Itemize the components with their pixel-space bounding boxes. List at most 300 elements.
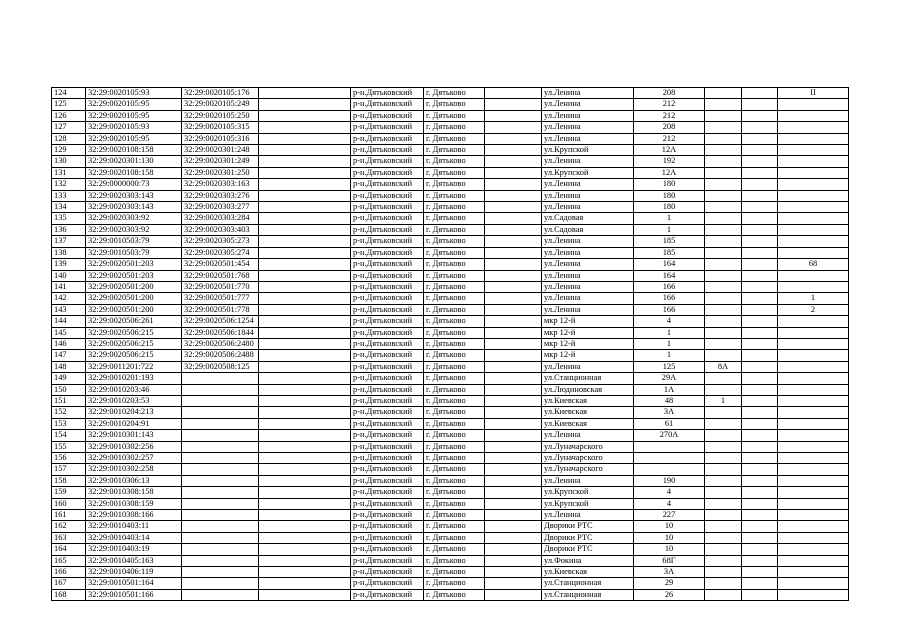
- empty-cell: [259, 202, 351, 213]
- apartment-cell: 1: [778, 293, 849, 304]
- object-number-cell: [182, 521, 259, 532]
- cadastral-number-cell: 32:29:0020506:215: [86, 338, 182, 349]
- cadastral-number-cell: 32:29:0020501:200: [86, 293, 182, 304]
- object-number-cell: 32:29:0020501:770: [182, 281, 259, 292]
- apartment-cell: [778, 316, 849, 327]
- district-cell: р-н.Дятьковский: [351, 190, 424, 201]
- cadastral-number-cell: 32:29:0010503:79: [86, 247, 182, 258]
- apartment-cell: II: [778, 88, 849, 99]
- extra-cell: [742, 373, 778, 384]
- object-number-cell: 32:29:0020501:778: [182, 304, 259, 315]
- row-number-cell: 129: [52, 145, 86, 156]
- city-cell: г. Дятьково: [424, 145, 485, 156]
- district-cell: р-н.Дятьковский: [351, 384, 424, 395]
- empty-cell: [259, 350, 351, 361]
- empty-cell: [259, 259, 351, 270]
- empty-cell: [259, 304, 351, 315]
- cadastral-number-cell: 32:29:0010308:158: [86, 487, 182, 498]
- street-cell: ул.Садовая: [542, 213, 634, 224]
- extra-cell: [742, 202, 778, 213]
- city-cell: г. Дятьково: [424, 498, 485, 509]
- object-number-cell: [182, 578, 259, 589]
- empty-cell: [259, 510, 351, 521]
- row-number-cell: 161: [52, 510, 86, 521]
- district-cell: р-н.Дятьковский: [351, 156, 424, 167]
- district-cell: р-н.Дятьковский: [351, 213, 424, 224]
- row-number-cell: 153: [52, 418, 86, 429]
- table-row: [52, 532, 849, 543]
- row-number-cell: 165: [52, 555, 86, 566]
- building-cell: [705, 430, 742, 441]
- empty-cell: [485, 281, 542, 292]
- empty-cell: [259, 327, 351, 338]
- cadastral-number-cell: 32:29:0020506:215: [86, 350, 182, 361]
- extra-cell: [742, 578, 778, 589]
- street-cell: ул.Ленина: [542, 510, 634, 521]
- street-cell: ул.Киевская: [542, 418, 634, 429]
- table-row: [52, 145, 849, 156]
- row-number-cell: 145: [52, 327, 86, 338]
- building-cell: [705, 567, 742, 578]
- cadastral-number-cell: 32:29:0010308:166: [86, 510, 182, 521]
- object-number-cell: [182, 567, 259, 578]
- empty-cell: [259, 430, 351, 441]
- empty-cell: [485, 304, 542, 315]
- row-number-cell: 150: [52, 384, 86, 395]
- cadastral-number-cell: 32:29:0020501:203: [86, 270, 182, 281]
- table-row: [52, 361, 849, 372]
- house-number-cell: 4: [634, 316, 705, 327]
- district-cell: р-н.Дятьковский: [351, 99, 424, 110]
- table-row: [52, 213, 849, 224]
- table-row: [52, 110, 849, 121]
- district-cell: р-н.Дятьковский: [351, 304, 424, 315]
- extra-cell: [742, 532, 778, 543]
- empty-cell: [485, 338, 542, 349]
- empty-cell: [259, 316, 351, 327]
- apartment-cell: [778, 487, 849, 498]
- building-cell: [705, 270, 742, 281]
- object-number-cell: 32:29:0020303:277: [182, 202, 259, 213]
- building-cell: [705, 190, 742, 201]
- apartment-cell: [778, 190, 849, 201]
- empty-cell: [259, 441, 351, 452]
- apartment-cell: [778, 247, 849, 258]
- object-number-cell: [182, 418, 259, 429]
- object-number-cell: [182, 384, 259, 395]
- extra-cell: [742, 281, 778, 292]
- district-cell: р-н.Дятьковский: [351, 145, 424, 156]
- house-number-cell: 166: [634, 293, 705, 304]
- street-cell: ул.Ленина: [542, 430, 634, 441]
- empty-cell: [485, 510, 542, 521]
- street-cell: ул.Ленина: [542, 293, 634, 304]
- extra-cell: [742, 224, 778, 235]
- apartment-cell: [778, 202, 849, 213]
- empty-cell: [259, 145, 351, 156]
- cadastral-number-cell: 32:29:0020105:93: [86, 88, 182, 99]
- row-number-cell: 158: [52, 475, 86, 486]
- street-cell: ул.Ленина: [542, 475, 634, 486]
- district-cell: р-н.Дятьковский: [351, 407, 424, 418]
- table-row: [52, 122, 849, 133]
- street-cell: ул.Ленина: [542, 156, 634, 167]
- cadastral-number-cell: 32:29:0010501:164: [86, 578, 182, 589]
- apartment-cell: [778, 475, 849, 486]
- table-row: [52, 407, 849, 418]
- table-row: [52, 202, 849, 213]
- street-cell: ул.Ленина: [542, 304, 634, 315]
- extra-cell: [742, 338, 778, 349]
- city-cell: г. Дятьково: [424, 418, 485, 429]
- table-body: [52, 88, 849, 601]
- city-cell: г. Дятьково: [424, 578, 485, 589]
- house-number-cell: 1: [634, 327, 705, 338]
- empty-cell: [485, 202, 542, 213]
- extra-cell: [742, 122, 778, 133]
- house-number-cell: 227: [634, 510, 705, 521]
- house-number-cell: 68Г: [634, 555, 705, 566]
- table-row: [52, 259, 849, 270]
- building-cell: [705, 555, 742, 566]
- row-number-cell: 139: [52, 259, 86, 270]
- district-cell: р-н.Дятьковский: [351, 578, 424, 589]
- district-cell: р-н.Дятьковский: [351, 589, 424, 600]
- street-cell: ул.Крупской: [542, 145, 634, 156]
- cadastral-number-cell: 32:29:0010204:91: [86, 418, 182, 429]
- row-number-cell: 149: [52, 373, 86, 384]
- table-row: [52, 373, 849, 384]
- extra-cell: [742, 88, 778, 99]
- city-cell: г. Дятьково: [424, 202, 485, 213]
- city-cell: г. Дятьково: [424, 88, 485, 99]
- table-row: [52, 88, 849, 99]
- street-cell: ул.Киевская: [542, 395, 634, 406]
- row-number-cell: 131: [52, 167, 86, 178]
- apartment-cell: [778, 464, 849, 475]
- district-cell: р-н.Дятьковский: [351, 270, 424, 281]
- district-cell: р-н.Дятьковский: [351, 567, 424, 578]
- object-number-cell: 32:29:0020501:768: [182, 270, 259, 281]
- apartment-cell: [778, 236, 849, 247]
- apartment-cell: [778, 521, 849, 532]
- cadastral-number-cell: 32:29:0010302:256: [86, 441, 182, 452]
- row-number-cell: 166: [52, 567, 86, 578]
- table-row: [52, 133, 849, 144]
- empty-cell: [485, 122, 542, 133]
- house-number-cell: 4: [634, 487, 705, 498]
- city-cell: г. Дятьково: [424, 589, 485, 600]
- cadastral-number-cell: 32:29:0010406:119: [86, 567, 182, 578]
- empty-cell: [485, 316, 542, 327]
- cadastral-number-cell: 32:29:0020506:215: [86, 327, 182, 338]
- object-number-cell: [182, 510, 259, 521]
- building-cell: [705, 281, 742, 292]
- street-cell: ул.Ленина: [542, 202, 634, 213]
- extra-cell: [742, 270, 778, 281]
- building-cell: [705, 213, 742, 224]
- house-number-cell: 1: [634, 224, 705, 235]
- extra-cell: [742, 316, 778, 327]
- empty-cell: [259, 270, 351, 281]
- house-number-cell: 1: [634, 338, 705, 349]
- empty-cell: [485, 145, 542, 156]
- table-row: [52, 167, 849, 178]
- extra-cell: [742, 521, 778, 532]
- apartment-cell: [778, 589, 849, 600]
- district-cell: р-н.Дятьковский: [351, 281, 424, 292]
- object-number-cell: 32:29:0020303:284: [182, 213, 259, 224]
- row-number-cell: 154: [52, 430, 86, 441]
- apartment-cell: [778, 373, 849, 384]
- apartment-cell: [778, 418, 849, 429]
- object-number-cell: 32:29:0020506:2488: [182, 350, 259, 361]
- empty-cell: [485, 327, 542, 338]
- row-number-cell: 167: [52, 578, 86, 589]
- house-number-cell: 1: [634, 213, 705, 224]
- apartment-cell: [778, 498, 849, 509]
- city-cell: г. Дятьково: [424, 384, 485, 395]
- city-cell: г. Дятьково: [424, 338, 485, 349]
- house-number-cell: 3А: [634, 567, 705, 578]
- table-row: [52, 293, 849, 304]
- street-cell: ул.Крупской: [542, 167, 634, 178]
- house-number-cell: 212: [634, 99, 705, 110]
- table-row: [52, 441, 849, 452]
- row-number-cell: 130: [52, 156, 86, 167]
- table-row: [52, 224, 849, 235]
- district-cell: р-н.Дятьковский: [351, 338, 424, 349]
- row-number-cell: 163: [52, 532, 86, 543]
- street-cell: Дворики РТС: [542, 544, 634, 555]
- house-number-cell: 10: [634, 521, 705, 532]
- extra-cell: [742, 567, 778, 578]
- table-row: [52, 156, 849, 167]
- object-number-cell: 32:29:0020301:249: [182, 156, 259, 167]
- district-cell: р-н.Дятьковский: [351, 487, 424, 498]
- cadastral-number-cell: 32:29:0020105:95: [86, 99, 182, 110]
- row-number-cell: 134: [52, 202, 86, 213]
- table-row: [52, 578, 849, 589]
- empty-cell: [485, 99, 542, 110]
- cadastral-number-cell: 32:29:0010203:46: [86, 384, 182, 395]
- apartment-cell: [778, 407, 849, 418]
- city-cell: г. Дятьково: [424, 361, 485, 372]
- house-number-cell: 180: [634, 202, 705, 213]
- object-number-cell: 32:29:0020303:403: [182, 224, 259, 235]
- house-number-cell: 3А: [634, 407, 705, 418]
- empty-cell: [259, 167, 351, 178]
- house-number-cell: [634, 453, 705, 464]
- empty-cell: [259, 395, 351, 406]
- cadastral-number-cell: 32:29:0010503:79: [86, 236, 182, 247]
- house-number-cell: 29А: [634, 373, 705, 384]
- building-cell: [705, 589, 742, 600]
- row-number-cell: 151: [52, 395, 86, 406]
- empty-cell: [259, 475, 351, 486]
- building-cell: [705, 350, 742, 361]
- cadastral-number-cell: 32:29:0010201:193: [86, 373, 182, 384]
- street-cell: ул.Ленина: [542, 270, 634, 281]
- house-number-cell: 166: [634, 281, 705, 292]
- row-number-cell: 141: [52, 281, 86, 292]
- table-row: [52, 544, 849, 555]
- cadastral-number-cell: 32:29:0020501:200: [86, 281, 182, 292]
- street-cell: ул.Станционная: [542, 578, 634, 589]
- row-number-cell: 164: [52, 544, 86, 555]
- house-number-cell: 125: [634, 361, 705, 372]
- empty-cell: [485, 190, 542, 201]
- apartment-cell: [778, 350, 849, 361]
- empty-cell: [485, 589, 542, 600]
- city-cell: г. Дятьково: [424, 441, 485, 452]
- object-number-cell: [182, 532, 259, 543]
- cadastral-number-cell: 32:29:0020303:143: [86, 202, 182, 213]
- city-cell: г. Дятьково: [424, 179, 485, 190]
- extra-cell: [742, 179, 778, 190]
- building-cell: [705, 418, 742, 429]
- document-page: [51, 87, 848, 601]
- extra-cell: [742, 133, 778, 144]
- house-number-cell: 185: [634, 236, 705, 247]
- empty-cell: [485, 247, 542, 258]
- building-cell: 8А: [705, 361, 742, 372]
- city-cell: г. Дятьково: [424, 327, 485, 338]
- apartment-cell: [778, 213, 849, 224]
- extra-cell: [742, 156, 778, 167]
- empty-cell: [259, 190, 351, 201]
- city-cell: г. Дятьково: [424, 167, 485, 178]
- city-cell: г. Дятьково: [424, 293, 485, 304]
- empty-cell: [485, 213, 542, 224]
- city-cell: г. Дятьково: [424, 475, 485, 486]
- table-row: [52, 179, 849, 190]
- district-cell: р-н.Дятьковский: [351, 259, 424, 270]
- cadastral-number-cell: 32:29:0020108:158: [86, 145, 182, 156]
- empty-cell: [259, 179, 351, 190]
- apartment-cell: 68: [778, 259, 849, 270]
- extra-cell: [742, 327, 778, 338]
- house-number-cell: 166: [634, 304, 705, 315]
- cadastral-number-cell: 32:29:0010405:163: [86, 555, 182, 566]
- extra-cell: [742, 361, 778, 372]
- table-row: [52, 453, 849, 464]
- empty-cell: [485, 259, 542, 270]
- empty-cell: [485, 475, 542, 486]
- empty-cell: [485, 555, 542, 566]
- city-cell: г. Дятьково: [424, 532, 485, 543]
- building-cell: [705, 304, 742, 315]
- row-number-cell: 132: [52, 179, 86, 190]
- object-number-cell: 32:29:0020506:1844: [182, 327, 259, 338]
- apartment-cell: [778, 327, 849, 338]
- apartment-cell: [778, 224, 849, 235]
- street-cell: ул.Ленина: [542, 110, 634, 121]
- district-cell: р-н.Дятьковский: [351, 236, 424, 247]
- object-number-cell: 32:29:0020501:454: [182, 259, 259, 270]
- empty-cell: [259, 407, 351, 418]
- building-cell: [705, 544, 742, 555]
- district-cell: р-н.Дятьковский: [351, 350, 424, 361]
- empty-cell: [259, 293, 351, 304]
- object-number-cell: 32:29:0020303:276: [182, 190, 259, 201]
- street-cell: ул.Ленина: [542, 259, 634, 270]
- row-number-cell: 124: [52, 88, 86, 99]
- extra-cell: [742, 350, 778, 361]
- city-cell: г. Дятьково: [424, 464, 485, 475]
- extra-cell: [742, 247, 778, 258]
- district-cell: р-н.Дятьковский: [351, 532, 424, 543]
- table-row: [52, 430, 849, 441]
- extra-cell: [742, 453, 778, 464]
- apartment-cell: [778, 99, 849, 110]
- table-row: [52, 190, 849, 201]
- city-cell: г. Дятьково: [424, 133, 485, 144]
- table-row: [52, 384, 849, 395]
- building-cell: [705, 338, 742, 349]
- row-number-cell: 159: [52, 487, 86, 498]
- cadastral-number-cell: 32:29:0010301:143: [86, 430, 182, 441]
- building-cell: [705, 99, 742, 110]
- empty-cell: [259, 464, 351, 475]
- building-cell: [705, 373, 742, 384]
- empty-cell: [259, 361, 351, 372]
- row-number-cell: 155: [52, 441, 86, 452]
- table-row: [52, 316, 849, 327]
- city-cell: г. Дятьково: [424, 567, 485, 578]
- house-number-cell: [634, 464, 705, 475]
- property-registry-table: [51, 87, 849, 601]
- row-number-cell: 133: [52, 190, 86, 201]
- object-number-cell: 32:29:0020105:176: [182, 88, 259, 99]
- house-number-cell: 208: [634, 122, 705, 133]
- row-number-cell: 168: [52, 589, 86, 600]
- empty-cell: [485, 567, 542, 578]
- building-cell: [705, 441, 742, 452]
- building-cell: [705, 202, 742, 213]
- cadastral-number-cell: 32:29:0020501:203: [86, 259, 182, 270]
- empty-cell: [485, 373, 542, 384]
- building-cell: [705, 407, 742, 418]
- cadastral-number-cell: 32:29:0020105:95: [86, 133, 182, 144]
- table-row: [52, 464, 849, 475]
- empty-cell: [485, 156, 542, 167]
- table-row: [52, 270, 849, 281]
- street-cell: ул.Станционная: [542, 373, 634, 384]
- row-number-cell: 138: [52, 247, 86, 258]
- cadastral-number-cell: 32:29:0010501:166: [86, 589, 182, 600]
- city-cell: г. Дятьково: [424, 453, 485, 464]
- street-cell: ул.Ленина: [542, 122, 634, 133]
- row-number-cell: 142: [52, 293, 86, 304]
- building-cell: [705, 521, 742, 532]
- object-number-cell: [182, 487, 259, 498]
- city-cell: г. Дятьково: [424, 281, 485, 292]
- empty-cell: [485, 88, 542, 99]
- apartment-cell: [778, 578, 849, 589]
- district-cell: р-н.Дятьковский: [351, 179, 424, 190]
- house-number-cell: 208: [634, 88, 705, 99]
- district-cell: р-н.Дятьковский: [351, 464, 424, 475]
- building-cell: [705, 236, 742, 247]
- empty-cell: [259, 88, 351, 99]
- row-number-cell: 127: [52, 122, 86, 133]
- cadastral-number-cell: 32:29:0020303:92: [86, 213, 182, 224]
- district-cell: р-н.Дятьковский: [351, 373, 424, 384]
- street-cell: Дворики РТС: [542, 521, 634, 532]
- city-cell: г. Дятьково: [424, 259, 485, 270]
- house-number-cell: 190: [634, 475, 705, 486]
